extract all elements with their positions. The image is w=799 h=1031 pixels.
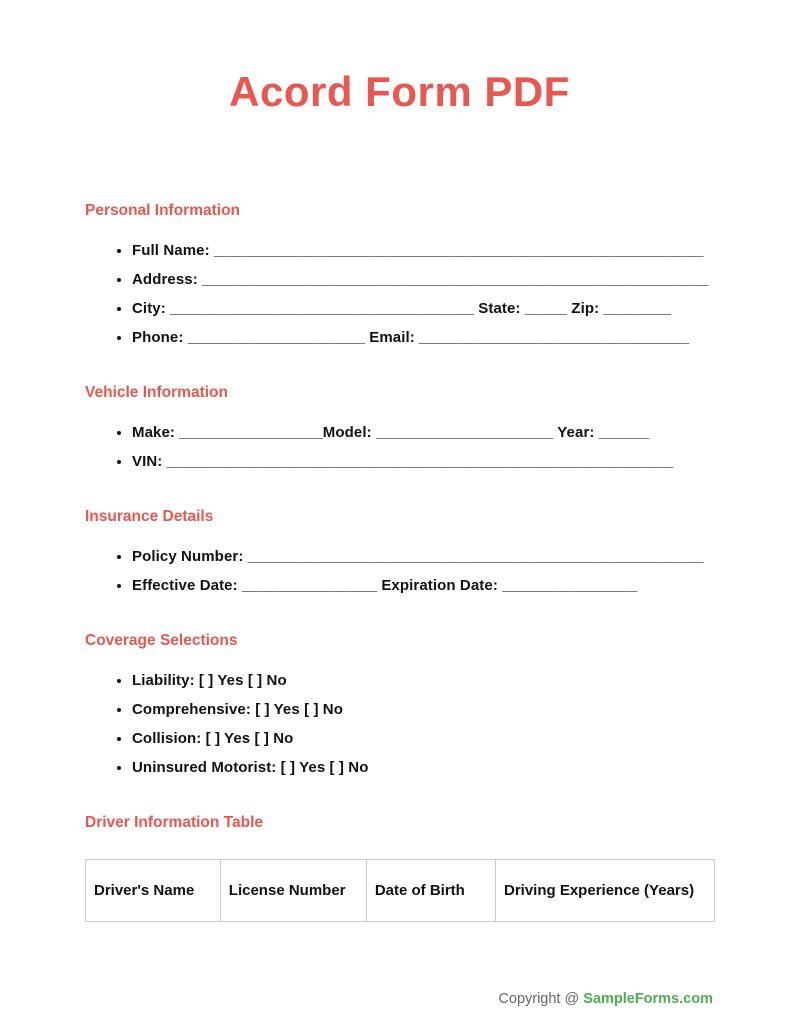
- sampleforms-link[interactable]: SampleForms.com: [583, 991, 713, 1007]
- form-line-collision: • Collision: [ ] Yes [ ] No: [132, 730, 715, 747]
- insurance-details-list: [85, 548, 715, 594]
- page-footer: [498, 991, 713, 1007]
- coverage-selections-list: [85, 672, 715, 776]
- form-line-full-name: • Full Name: __________________________________________________________: [132, 242, 715, 259]
- page-title: Acord Form PDF: [229, 68, 570, 115]
- copyright-text: Copyright @: [498, 991, 584, 1007]
- vehicle-information-list: [85, 424, 715, 470]
- section-coverage-selections: [85, 632, 715, 776]
- form-line-uninsured-motorist: • Uninsured Motorist: [ ] Yes [ ] No: [132, 759, 715, 776]
- table-header-license-number: License Number: [220, 860, 366, 922]
- table-header-driving-experience: Driving Experience (Years): [496, 860, 715, 922]
- form-line-phone-email: • Phone: _____________________ Email: ________________________________: [132, 329, 715, 346]
- section-heading-insurance-details: Insurance Details: [85, 508, 214, 525]
- form-line-city-state-zip: • City: ____________________________________ State: _____ Zip: ________: [132, 300, 715, 317]
- form-line-comprehensive: • Comprehensive: [ ] Yes [ ] No: [132, 701, 715, 718]
- table-header-date-of-birth: Date of Birth: [366, 860, 495, 922]
- section-driver-information-table: [85, 814, 715, 922]
- table-header-drivers-name: Driver's Name: [86, 860, 221, 922]
- section-vehicle-information: [85, 384, 715, 470]
- form-line-effective-expiration: • Effective Date: ________________ Expiration Date: ________________: [132, 577, 715, 594]
- section-personal-information: [85, 202, 715, 346]
- section-heading-vehicle-information: Vehicle Information: [85, 384, 228, 401]
- driver-information-table: [85, 859, 715, 922]
- form-line-liability: • Liability: [ ] Yes [ ] No: [132, 672, 715, 689]
- section-heading-personal-information: Personal Information: [85, 202, 241, 219]
- section-heading-driver-information-table: Driver Information Table: [85, 814, 263, 831]
- form-line-policy-number: • Policy Number: ______________________________________________________: [132, 548, 715, 565]
- section-insurance-details: [85, 508, 715, 594]
- section-heading-coverage-selections: Coverage Selections: [85, 632, 238, 649]
- form-line-address: • Address: ____________________________________________________________: [132, 271, 715, 288]
- form-line-make-model-year: • Make: _________________Model: _____________________ Year: ______: [132, 424, 715, 441]
- driver-table-header-row: [86, 860, 715, 922]
- document-content: [0, 202, 799, 922]
- form-line-vin: • VIN: ____________________________________________________________: [132, 453, 715, 470]
- personal-information-list: [85, 242, 715, 346]
